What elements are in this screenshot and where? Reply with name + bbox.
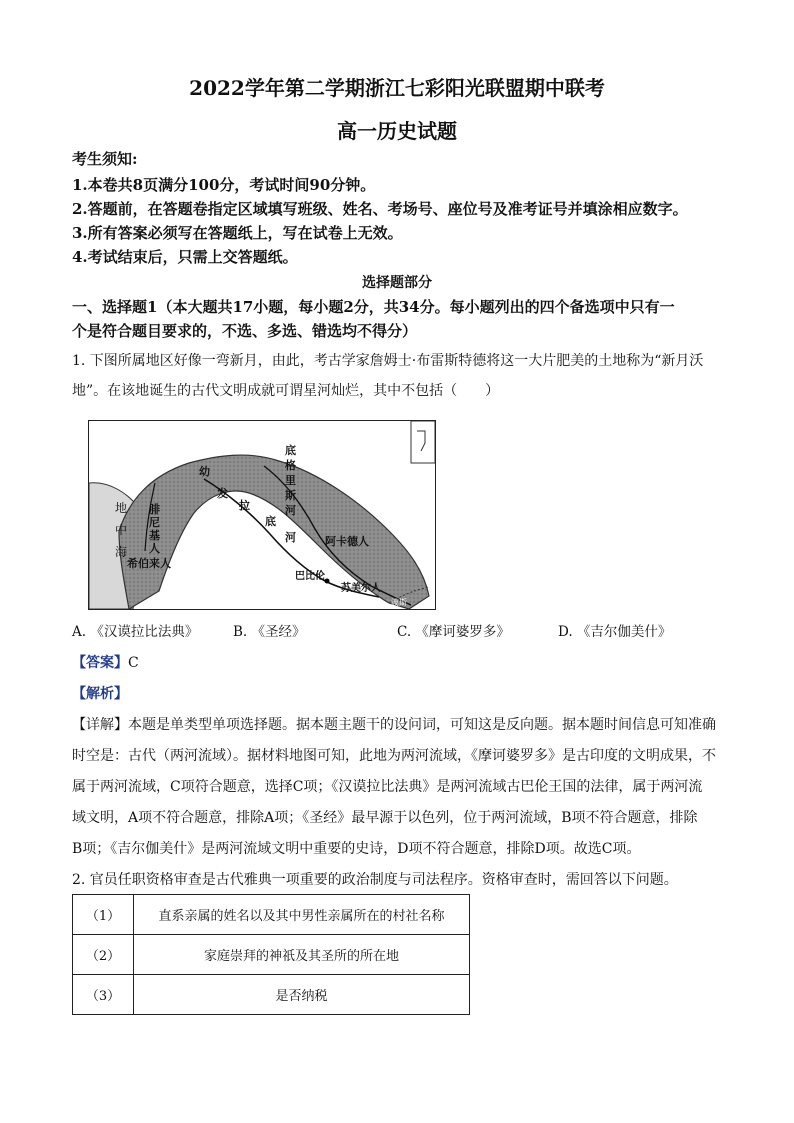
babylon-dot	[325, 579, 330, 584]
crescent-map	[88, 420, 436, 610]
map-label: 发	[217, 487, 228, 500]
map-label: 基	[149, 529, 160, 542]
map-label: 希伯来人	[127, 557, 171, 570]
map-label: 地	[115, 501, 128, 515]
map-label: 人	[149, 542, 160, 555]
map-label: 腓	[149, 503, 160, 516]
map-label: 苏美尔人	[341, 583, 381, 594]
detail-line: 时空是：古代（两河流域）。据材料地图可知，此地为两河流域，《摩诃婆罗多》是古印度的文明成果，不	[72, 748, 716, 764]
inset-box	[411, 421, 435, 463]
option-b: B. 《圣经》	[233, 624, 306, 640]
map-label: 底	[265, 515, 276, 528]
notice-item: 1.本卷共8页满分100分，考试时间90分钟。	[72, 176, 376, 194]
map-drawing	[89, 421, 435, 609]
map-label: 幼	[199, 465, 210, 478]
map-label: 格	[285, 459, 296, 472]
row-text: 家庭崇拜的神祇及其圣所的所在地	[134, 935, 470, 975]
map-label: 阿卡德人	[325, 535, 369, 548]
analysis-tag: 【解析】	[72, 686, 128, 702]
notice-heading: 考生须知:	[72, 150, 138, 168]
row-number: （1）	[73, 895, 134, 935]
section-heading: 个是符合题目要求的，不选、多选、错选均不得分）	[72, 322, 418, 340]
map-label: 河	[285, 531, 296, 544]
detail-line: 域文明，A项不符合题意，排除A项；《圣经》最早源于以色列，位于两河流域，B项不符合题意，排除	[72, 810, 698, 826]
detail-line: 属于两河流域，C项符合题意，选择C项；《汉谟拉比法典》是两河流域古巴伦王国的法律，属于两河流	[72, 779, 703, 795]
map-label: 波斯	[391, 598, 407, 607]
detail-line: B项；《吉尔伽美什》是两河流域文明中重要的史诗，D项不符合题意，排除D项。故选C项。	[72, 841, 641, 857]
map-label: 里	[285, 474, 296, 487]
map-label: 斯	[285, 489, 296, 502]
row-text: 直系亲属的姓名以及其中男性亲属所在的村社名称	[134, 895, 470, 935]
option-a: A. 《汉谟拉比法典》	[72, 624, 199, 640]
question-text: 地”。在该地诞生的古代文明成就可谓星河灿烂，其中不包括（ ）	[72, 383, 500, 399]
answer-tag: 【答案】	[72, 655, 128, 671]
map-label: 中	[115, 523, 128, 537]
page-subtitle: 高一历史试题	[337, 119, 457, 143]
table-row	[73, 975, 470, 1015]
detail-line: 【详解】本题是单类型单项选择题。据本题主题干的设问词，可知这是反向题。据本题时间信息可知准确	[72, 717, 716, 733]
question-text: 2. 官员任职资格审查是古代雅典一项重要的政治制度与司法程序。资格审查时，需回答以下问题。	[72, 872, 678, 888]
table-row	[73, 935, 470, 975]
map-label: 巴比伦	[295, 571, 325, 582]
section-label: 选择题部分	[362, 275, 432, 291]
answer-value: C	[128, 655, 139, 671]
row-number: （3）	[73, 975, 134, 1015]
row-text: 是否纳税	[134, 975, 470, 1015]
notice-item: 3.所有答案必须写在答题纸上，写在试卷上无效。	[72, 224, 403, 242]
page-title: 2022学年第二学期浙江七彩阳光联盟期中联考	[189, 76, 605, 100]
option-c: C. 《摩诃婆罗多》	[397, 624, 510, 640]
map-label: 海	[115, 545, 128, 559]
notice-item: 4.考试结束后，只需上交答题纸。	[72, 248, 298, 266]
answer-line	[72, 652, 139, 672]
qualification-table	[72, 894, 470, 1015]
question-text: 1. 下图所属地区好像一弯新月，由此，考古学家詹姆士·布雷斯特德将这一大片肥美的土地称为“新月沃	[72, 353, 704, 369]
option-d: D. 《吉尔伽美什》	[558, 624, 672, 640]
table-row	[73, 895, 470, 935]
row-number: （2）	[73, 935, 134, 975]
map-label: 底	[285, 444, 296, 457]
notice-item: 2.答题前，在答题卷指定区域填写班级、姓名、考场号、座位号及准考证号并填涂相应数字。	[72, 200, 688, 218]
map-label: 河	[285, 504, 296, 517]
section-heading: 一、选择题1（本大题共17小题，每小题2分，共34分。每小题列出的四个备选项中只有一	[72, 298, 675, 316]
map-label-group	[199, 463, 210, 479]
map-label: 拉	[239, 499, 250, 512]
map-label: 尼	[149, 516, 160, 529]
crescent-region	[119, 455, 429, 609]
